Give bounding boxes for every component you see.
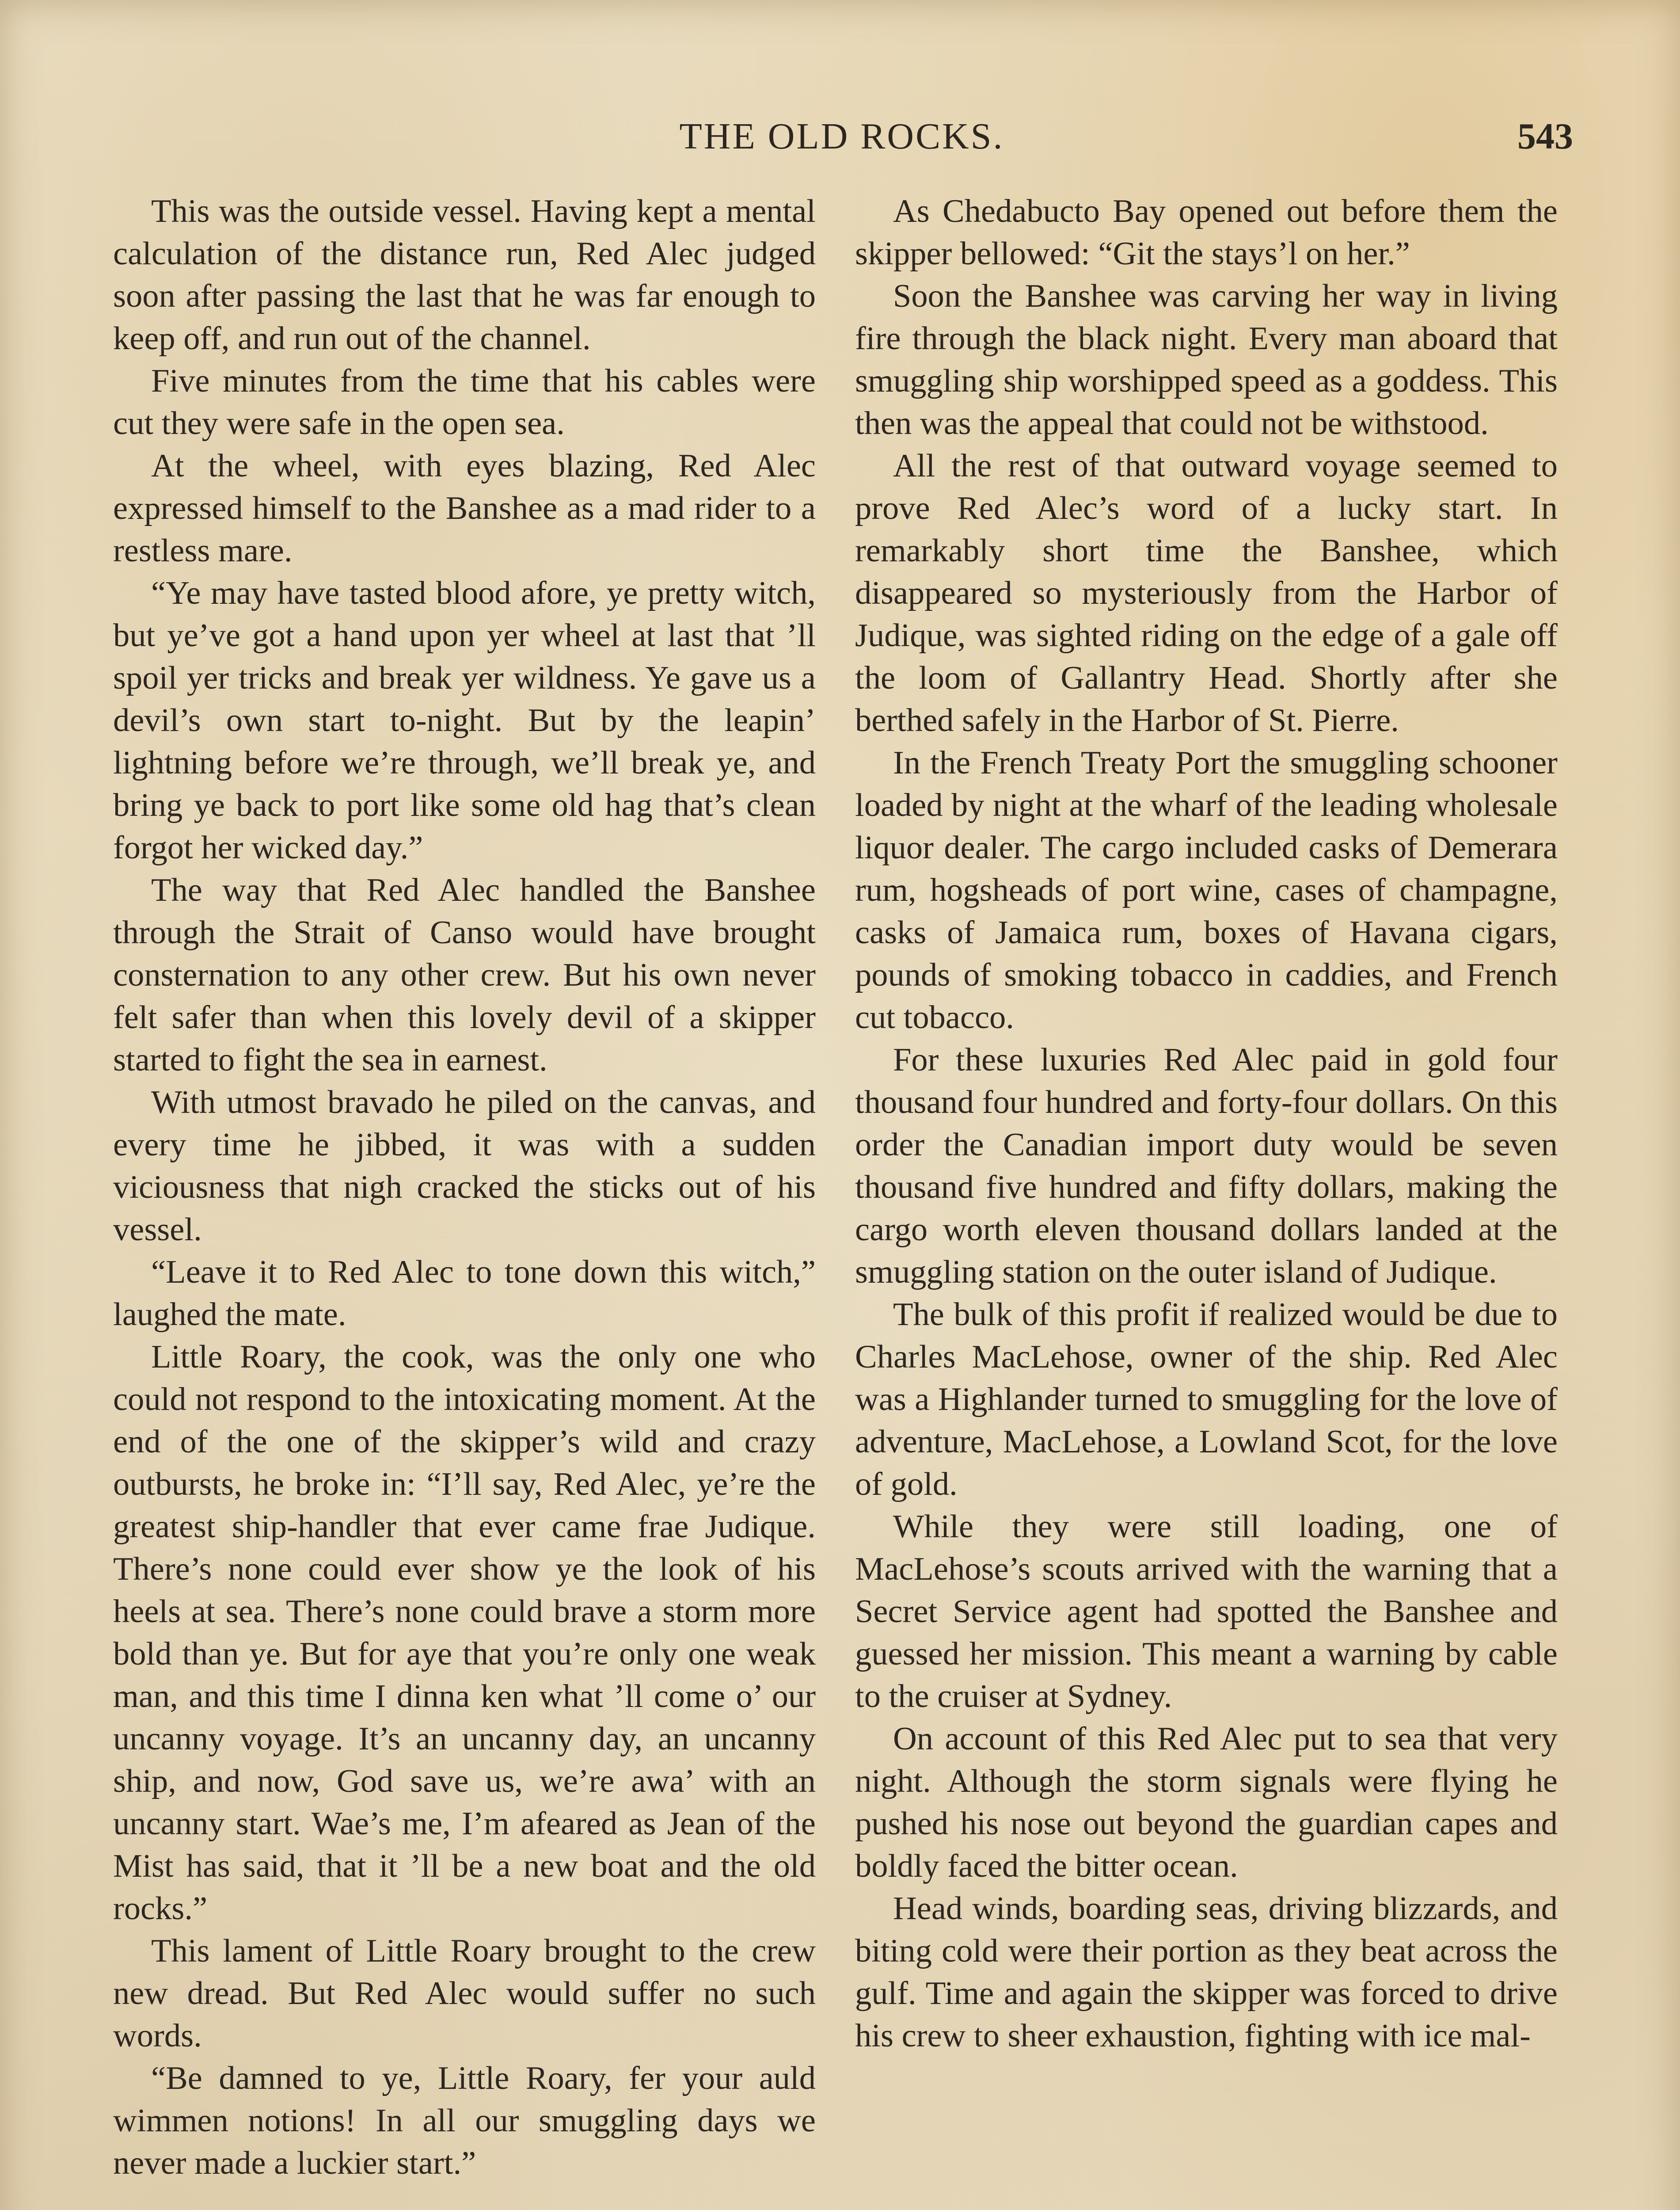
paragraph: While they were still loading, one of MacLehose’s scouts arrived with the warning that a Secret Service agent had spotted the Banshee and guessed her mission. This meant a warning by cable to the cruiser at Sydney. [855,1509,1558,1715]
paragraph: “Leave it to Red Alec to tone down this witch,” laughed the mate. [113,1254,816,1333]
paragraph: Five minutes from the time that his cables were cut they were safe in the open sea. [113,363,816,442]
paragraph: This was the outside vessel. Having kept a mental calculation of the distance run, Red Alec judged soon after passing the last that he was far enough to keep off, and run out of the channel. [113,193,816,357]
paragraph: This lament of Little Roary brought to the crew new dread. But Red Alec would suffer no such words. [113,1933,816,2054]
running-title: THE OLD ROCKS. [679,116,1004,157]
paragraph: On account of this Red Alec put to sea that very night. Although the storm signals were flying he pushed his nose out beyond the guardian capes and boldly faced the bitter ocean. [855,1721,1558,1884]
paragraph: Soon the Banshee was carving her way in living fire through the black night. Every man aboard that smuggling ship worshipped speed as a goddess. This then was the appeal that could not be withstood. [855,278,1558,442]
left-column [113,190,816,2184]
paragraph: The bulk of this profit if realized would be due to Charles MacLehose, owner of the ship. Red Alec was a Highlander turned to smuggling for the love of adventure, MacLehose, a Lowland Scot, for the love of gold. [855,1296,1558,1502]
paragraph: As Chedabucto Bay opened out before them the skipper bellowed: “Git the stays’l on her.” [855,193,1558,272]
paragraph: “Be damned to ye, Little Roary, fer your auld wimmen notions! In all our smuggling days we never made a luckier start.” [113,2060,816,2181]
paragraph: Little Roary, the cook, was the only one who could not respond to the intoxicating moment. At the end of the one of the skipper’s wild and crazy outbursts, he broke in: “I’ll say, Red Alec, ye’re the greatest ship-handler that ever came frae Judique. There’s none could ever show ye the look of his heels at sea. There’s none could brave a storm more bold than ye. But for aye that you’re only one weak man, and this time I dinna ken what ’ll come o’ our uncanny voyage. It’s an uncanny day, an uncanny ship, and now, God save us, we’re awa’ with an uncanny start. Wae’s me, I’m afeared as Jean of the Mist has said, that it ’ll be a new boat and the old rocks.” [113,1339,816,1927]
right-column [855,190,1558,2057]
paragraph: With utmost bravado he piled on the canvas, and every time he jibbed, it was with a sudden viciousness that nigh cracked the sticks out of his vessel. [113,1084,816,1248]
paragraph: The way that Red Alec handled the Banshee through the Strait of Canso would have brought consternation to any other crew. But his own never felt safer than when this lovely devil of a skipper started to fight the sea in earnest. [113,872,816,1078]
paragraph: Head winds, boarding seas, driving blizzards, and biting cold were their portion as they beat across the gulf. Time and again the skipper was forced to drive his crew to sheer exhaustion, fighting with ice mal- [855,1890,1558,2054]
paragraph: “Ye may have tasted blood afore, ye pretty witch, but ye’ve got a hand upon yer wheel at last that ’ll spoil yer tricks and break yer wildness. Ye gave us a devil’s own start to-night. But by the leapin’ lightning before we’re through, we’ll break ye, and bring ye back to port like some old hag that’s clean forgot her wicked day.” [113,575,816,866]
paragraph: At the wheel, with eyes blazing, Red Alec expressed himself to the Banshee as a mad rider to a restless mare. [113,448,816,569]
page-number: 543 [1517,116,1573,157]
running-head [110,115,1573,164]
paragraph: All the rest of that outward voyage seemed to prove Red Alec’s word of a lucky start. In remarkably short time the Banshee, which disappeared so mysteriously from the Harbor of Judique, was sighted riding on the edge of a gale off the loom of Gallantry Head. Shortly after she berthed safely in the Harbor of St. Pierre. [855,448,1558,739]
paragraph: For these luxuries Red Alec paid in gold four thousand four hundred and forty-four dollars. On this order the Canadian import duty would be seven thousand five hundred and fifty dollars, making the cargo worth eleven thousand dollars landed at the smuggling station on the outer island of Judique. [855,1042,1558,1290]
paragraph: In the French Treaty Port the smuggling schooner loaded by night at the wharf of the leading wholesale liquor dealer. The cargo included casks of Demerara rum, hogsheads of port wine, cases of champagne, casks of Jamaica rum, boxes of Havana cigars, pounds of smoking tobacco in caddies, and French cut tobacco. [855,745,1558,1036]
